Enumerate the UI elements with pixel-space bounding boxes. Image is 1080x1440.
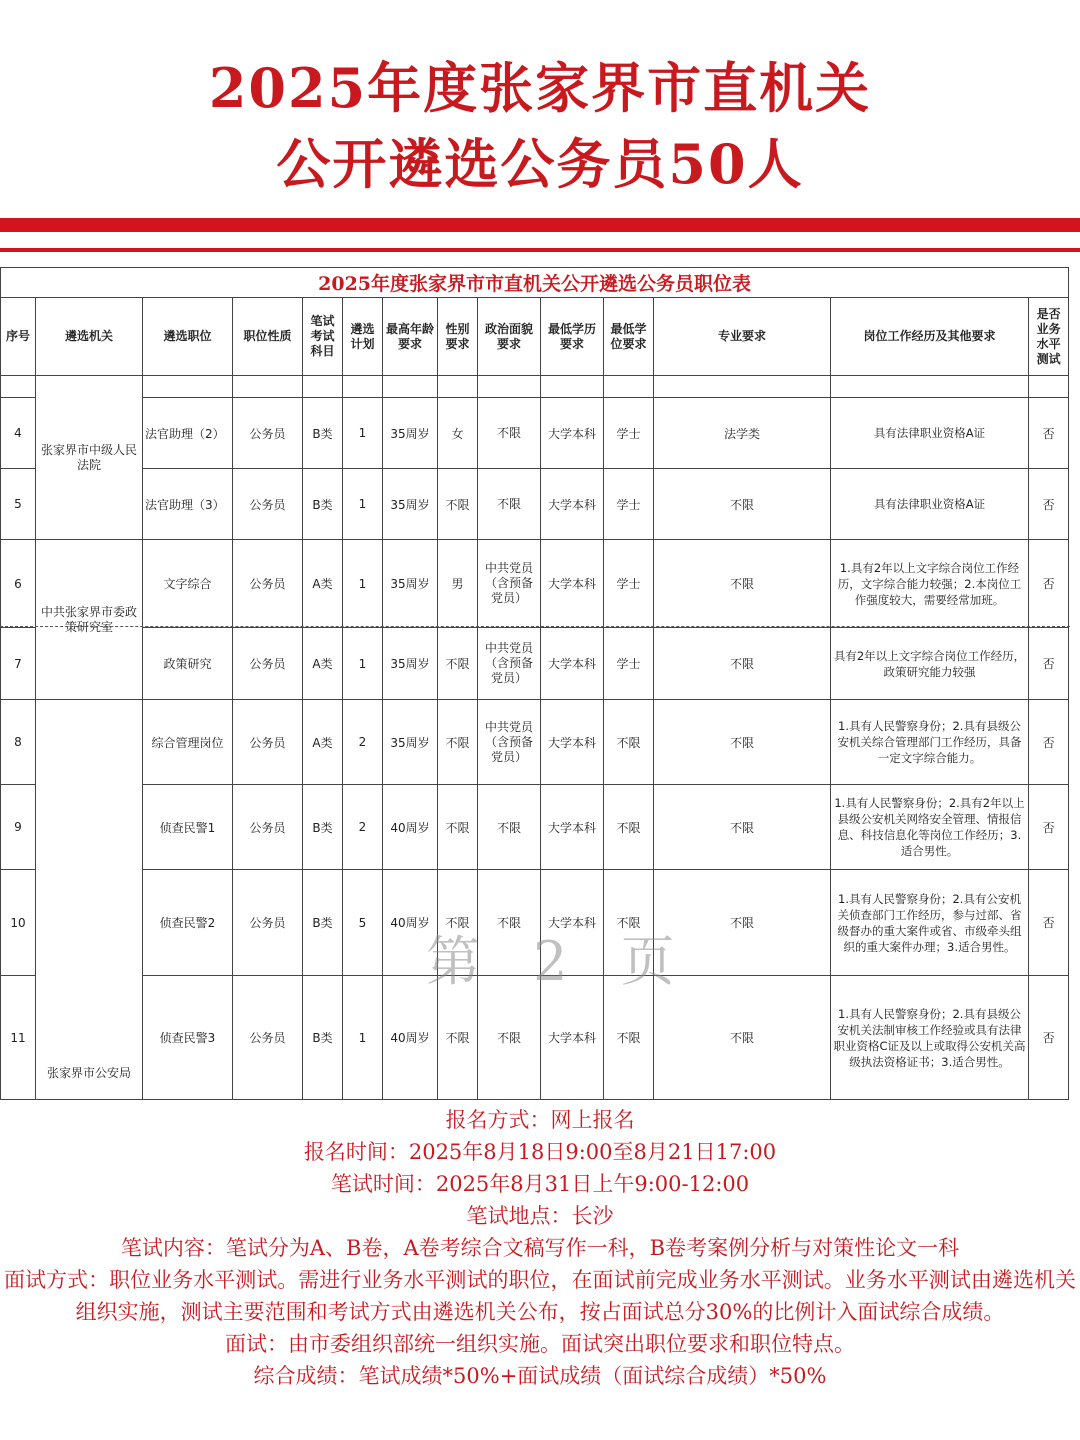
col-header: 遴选职位	[143, 298, 233, 376]
requirement-cell: 1.具有人民警察身份；2.具有2年以上县级公安机关网络安全管理、情报信息、科技信息化等岗位工作经历；3.适合男性。	[831, 785, 1029, 870]
subject-cell: B类	[303, 785, 343, 870]
subject-cell: B类	[303, 870, 343, 976]
interview-method: 面试方式：职位业务水平测试。需进行业务水平测试的职位，在面试前完成业务水平测试。业务水平测试由遴选机关组织实施，测试主要范围和考试方式由遴选机关公布，按占面试总分30%的比例计入面试综合成绩。	[4, 1268, 1076, 1324]
position-cell: 侦查民警1	[143, 785, 233, 870]
row-number: 6	[1, 540, 36, 628]
political-cell: 中共党员（含预备党员）	[478, 628, 541, 700]
requirement-cell: 具有法律职业资格A证	[831, 398, 1029, 469]
edu-cell: 大学本科	[541, 976, 604, 1100]
table-header-row	[1, 298, 1069, 376]
degree-cell: 不限	[604, 870, 654, 976]
nature-cell: 公务员	[233, 398, 303, 469]
major-cell: 不限	[654, 700, 831, 785]
age-cell: 35周岁	[383, 700, 438, 785]
nature-cell: 公务员	[233, 540, 303, 628]
org-cell: 张家界市公安局	[36, 700, 143, 1100]
total-score: 综合成绩：笔试成绩*50%+面试成绩（面试综合成绩）*50%	[253, 1364, 827, 1388]
edu-cell: 大学本科	[541, 700, 604, 785]
political-cell: 中共党员（含预备党员）	[478, 700, 541, 785]
gender-cell: 不限	[438, 700, 478, 785]
subject-cell: B类	[303, 469, 343, 540]
col-header: 笔试考试科目	[303, 298, 343, 376]
political-cell: 不限	[478, 870, 541, 976]
position-cell: 综合管理岗位	[143, 700, 233, 785]
edu-cell: 大学本科	[541, 628, 604, 700]
requirement-cell: 具有法律职业资格A证	[831, 469, 1029, 540]
col-header: 遴选计划	[343, 298, 383, 376]
age-cell: 35周岁	[383, 469, 438, 540]
subject-cell: B类	[303, 976, 343, 1100]
age-cell: 40周岁	[383, 870, 438, 976]
gender-cell: 不限	[438, 469, 478, 540]
degree-cell: 不限	[604, 976, 654, 1100]
row-number: 5	[1, 469, 36, 540]
degree-cell: 学士	[604, 398, 654, 469]
major-cell: 不限	[654, 870, 831, 976]
plan-cell: 2	[343, 785, 383, 870]
age-cell: 35周岁	[383, 398, 438, 469]
col-header: 是否业务水平测试	[1029, 298, 1069, 376]
signup-time: 报名时间：2025年8月18日9:00至8月21日17:00	[303, 1140, 777, 1164]
edu-cell: 大学本科	[541, 540, 604, 628]
age-cell: 40周岁	[383, 785, 438, 870]
exam-content: 笔试内容：笔试分为A、B卷，A卷考综合文稿写作一科，B卷考案例分析与对策性论文一科	[120, 1236, 960, 1260]
table-row	[1, 700, 1069, 785]
test-cell: 否	[1029, 700, 1069, 785]
major-cell: 不限	[654, 469, 831, 540]
political-cell: 中共党员（含预备党员）	[478, 540, 541, 628]
table-row	[1, 540, 1069, 628]
edu-cell: 大学本科	[541, 785, 604, 870]
age-cell: 35周岁	[383, 628, 438, 700]
org-cell: 张家界市中级人民法院	[36, 376, 143, 540]
signup-method: 报名方式：网上报名	[445, 1108, 635, 1132]
row-number: 7	[1, 628, 36, 700]
row-number: 9	[1, 785, 36, 870]
degree-cell: 不限	[604, 785, 654, 870]
edu-cell: 大学本科	[541, 870, 604, 976]
nature-cell: 公务员	[233, 469, 303, 540]
position-table-image	[0, 267, 1070, 1100]
subject-cell: A类	[303, 540, 343, 628]
major-cell: 法学类	[654, 398, 831, 469]
row-number: 10	[1, 870, 36, 976]
degree-cell: 不限	[604, 700, 654, 785]
requirement-cell: 具有2年以上文字综合岗位工作经历，政策研究能力较强	[831, 628, 1029, 700]
test-cell: 否	[1029, 976, 1069, 1100]
degree-cell: 学士	[604, 628, 654, 700]
age-cell: 40周岁	[383, 976, 438, 1100]
edu-cell: 大学本科	[541, 398, 604, 469]
position-cell: 政策研究	[143, 628, 233, 700]
row-number: 11	[1, 976, 36, 1100]
plan-cell: 1	[343, 398, 383, 469]
red-divider-thick	[0, 218, 1080, 232]
requirement-cell: 1.具有2年以上文字综合岗位工作经历，文字综合能力较强；2.本岗位工作强度较大，需要经常加班。	[831, 540, 1029, 628]
subject-cell: A类	[303, 628, 343, 700]
test-cell: 否	[1029, 469, 1069, 540]
requirement-cell: 1.具有人民警察身份；2.具有县级公安机关综合管理部门工作经历，具备一定文字综合能力。	[831, 700, 1029, 785]
dashed-divider	[0, 626, 1070, 627]
test-cell: 否	[1029, 628, 1069, 700]
exam-time: 笔试时间：2025年8月31日上午9:00-12:00	[330, 1172, 750, 1196]
test-cell: 否	[1029, 785, 1069, 870]
col-header: 政治面貌要求	[478, 298, 541, 376]
plan-cell: 1	[343, 628, 383, 700]
row-number: 8	[1, 700, 36, 785]
col-header: 最低学位要求	[604, 298, 654, 376]
plan-cell: 1	[343, 976, 383, 1100]
subject-cell: A类	[303, 700, 343, 785]
political-cell: 不限	[478, 785, 541, 870]
position-cell: 法官助理（2）	[143, 398, 233, 469]
test-cell: 否	[1029, 870, 1069, 976]
gender-cell: 不限	[438, 870, 478, 976]
table-row	[1, 398, 1069, 469]
major-cell: 不限	[654, 785, 831, 870]
test-cell: 否	[1029, 398, 1069, 469]
plan-cell: 1	[343, 469, 383, 540]
position-cell: 侦查民警3	[143, 976, 233, 1100]
major-cell: 不限	[654, 976, 831, 1100]
plan-cell: 5	[343, 870, 383, 976]
test-cell: 否	[1029, 540, 1069, 628]
plan-cell: 1	[343, 540, 383, 628]
gender-cell: 不限	[438, 785, 478, 870]
table-row	[1, 628, 1069, 700]
info-section	[0, 1104, 1080, 1392]
gender-cell: 不限	[438, 628, 478, 700]
table-row	[1, 469, 1069, 540]
exam-place: 笔试地点：长沙	[466, 1204, 614, 1228]
gender-cell: 女	[438, 398, 478, 469]
position-cell: 侦查民警2	[143, 870, 233, 976]
gender-cell: 不限	[438, 976, 478, 1100]
subject-cell: B类	[303, 398, 343, 469]
degree-cell: 学士	[604, 469, 654, 540]
requirement-cell: 1.具有人民警察身份；2.具有公安机关侦查部门工作经历，参与过部、省级督办的重大案件或省、市级牵头组织的重大案件办理；3.适合男性。	[831, 870, 1029, 976]
table-row	[1, 976, 1069, 1100]
col-header: 最高年龄要求	[383, 298, 438, 376]
major-cell: 不限	[654, 540, 831, 628]
age-cell: 35周岁	[383, 540, 438, 628]
political-cell: 不限	[478, 976, 541, 1100]
nature-cell: 公务员	[233, 628, 303, 700]
col-header: 最低学历要求	[541, 298, 604, 376]
table-row	[1, 785, 1069, 870]
position-cell: 法官助理（3）	[143, 469, 233, 540]
major-cell: 不限	[654, 628, 831, 700]
org-cell: 中共张家界市委政策研究室	[36, 540, 143, 700]
col-header: 遴选机关	[36, 298, 143, 376]
row-number: 4	[1, 398, 36, 469]
table-caption: 2025年度张家界市市直机关公开遴选公务员职位表	[1, 268, 1069, 298]
nature-cell: 公务员	[233, 976, 303, 1100]
page-title-line1: 2025年度张家界市直机关	[208, 56, 872, 120]
col-header: 性别要求	[438, 298, 478, 376]
nature-cell: 公务员	[233, 785, 303, 870]
col-header: 岗位工作经历及其他要求	[831, 298, 1029, 376]
col-header: 职位性质	[233, 298, 303, 376]
degree-cell: 学士	[604, 540, 654, 628]
page-watermark: 第 2 页	[426, 930, 693, 993]
political-cell: 不限	[478, 469, 541, 540]
nature-cell: 公务员	[233, 870, 303, 976]
table-row-partial	[1, 376, 1069, 398]
gender-cell: 男	[438, 540, 478, 628]
plan-cell: 2	[343, 700, 383, 785]
col-header: 序号	[1, 298, 36, 376]
position-cell: 文字综合	[143, 540, 233, 628]
nature-cell: 公务员	[233, 700, 303, 785]
edu-cell: 大学本科	[541, 469, 604, 540]
page-title-line2: 公开遴选公务员50人	[276, 132, 804, 196]
col-header: 专业要求	[654, 298, 831, 376]
political-cell: 不限	[478, 398, 541, 469]
interview-info: 面试：由市委组织部统一组织实施。面试突出职位要求和职位特点。	[225, 1332, 855, 1356]
requirement-cell: 1.具有人民警察身份；2.具有县级公安机关法制审核工作经验或具有法律职业资格C证及以上或取得公安机关高级执法资格证书；3.适合男性。	[831, 976, 1029, 1100]
red-divider-thin	[0, 248, 1080, 252]
